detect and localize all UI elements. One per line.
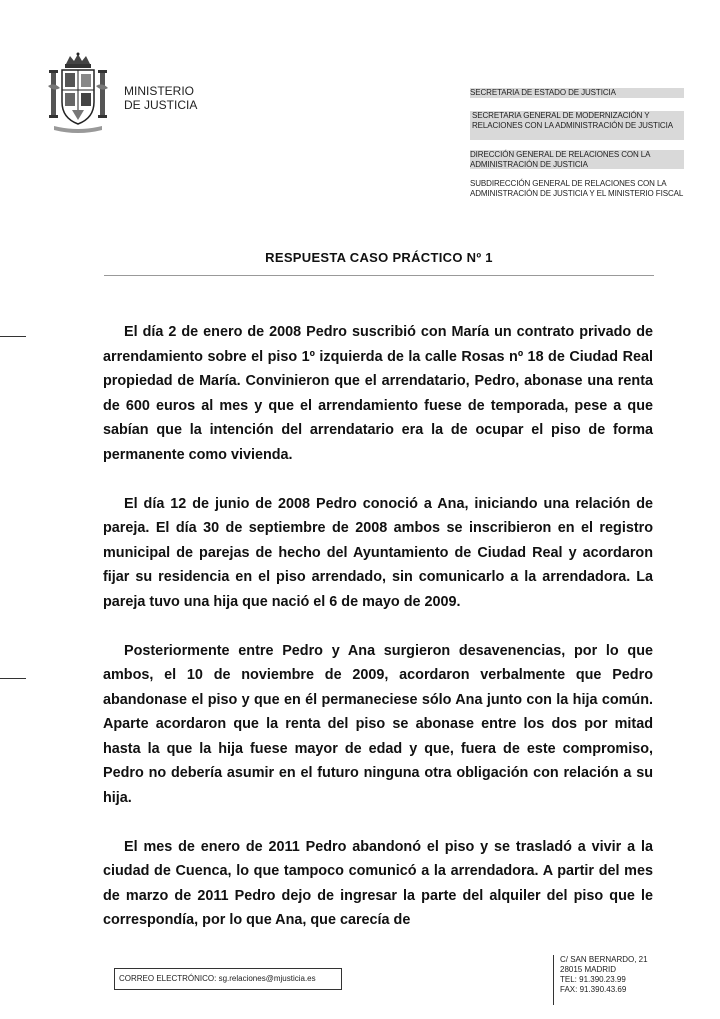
footer-address-phone: TEL: 91.390.23.99 — [560, 975, 626, 984]
ministry-name-line2: DE JUSTICIA — [124, 98, 198, 112]
footer-address-city: 28015 MADRID — [560, 965, 617, 974]
footer-address — [553, 955, 648, 1005]
department-secretaria-general: SECRETARIA GENERAL DE MODERNIZACIÓN Y RELACIONES CON LA ADMINISTRACIÓN DE JUSTICIA — [470, 111, 684, 140]
paragraph-3: Posteriormente entre Pedro y Ana surgieron desavenencias, por lo que ambos, el 10 de noviembre de 2009, acordaron verbalmente que Pedro abandonase el piso y que en él permaneciese sólo Ana junto con la hija común. Aparte acordaron que la renta del piso se abonase entre los dos por mitad hasta la que la hija fuese mayor de edad y que, fuera de este compromiso, Pedro no debería asumir en el futuro ninguna otra obligación con relación a su hija. — [103, 642, 653, 806]
ministry-name-line1: MINISTERIO — [124, 84, 195, 98]
paragraph-2: El día 12 de junio de 2008 Pedro conoció a Ana, iniciando una relación de pareja. El día 30 de septiembre de 2008 ambos se inscribieron en el registro municipal de parejas de hecho del Ayuntamiento de Ciudad Real y acordaron fijar su residencia en el piso arrendado, sin comunicarlo a la arrendadora. La pareja tuvo una hija que nació el 6 de mayo de 2009. — [103, 495, 653, 610]
margin-mark — [0, 336, 26, 337]
ministry-name — [124, 84, 197, 112]
document-title: RESPUESTA CASO PRÁCTICO Nº 1 — [265, 250, 493, 265]
department-secretaria-estado: SECRETARIA DE ESTADO DE JUSTICIA — [470, 88, 684, 98]
department-direccion-general: DIRECCIÓN GENERAL DE RELACIONES CON LA ADMINISTRACIÓN DE JUSTICIA — [470, 150, 684, 169]
paragraph-4: El mes de enero de 2011 Pedro abandonó el piso y se trasladó a vivir a la ciudad de Cuenca, lo que tampoco comunicó a la arrendadora. A partir del mes de marzo de 2011 Pedro dejo de ingresar la parte del alquiler del piso que le correspondía, por lo que Ana, que carecía de — [103, 838, 653, 928]
department-subdireccion-general: SUBDIRECCIÓN GENERAL DE RELACIONES CON LA ADMINISTRACIÓN DE JUSTICIA Y EL MINISTERIO FISCAL — [470, 179, 684, 198]
footer-address-fax: FAX: 91.390.43.69 — [560, 985, 627, 994]
footer-address-street: C/ SAN BERNARDO, 21 — [560, 955, 648, 964]
title-divider — [104, 275, 654, 276]
paragraph-1: El día 2 de enero de 2008 Pedro suscribió con María un contrato privado de arrendamiento sobre el piso 1º izquierda de la calle Rosas nº 18 de Ciudad Real propiedad de María. Convinieron que el arrendatario, Pedro, abonase una renta de 600 euros al mes y que el arrendamiento fuese de temporada, pese a que sabían que la intención del arrendatario era la de ocupar el piso de forma permanente como vivienda. — [103, 324, 653, 463]
document-body — [103, 320, 653, 957]
footer-email: CORREO ELECTRÓNICO: sg.relaciones@mjusticia.es — [114, 968, 342, 990]
coat-of-arms-emblem — [46, 52, 110, 134]
margin-mark — [0, 678, 26, 679]
